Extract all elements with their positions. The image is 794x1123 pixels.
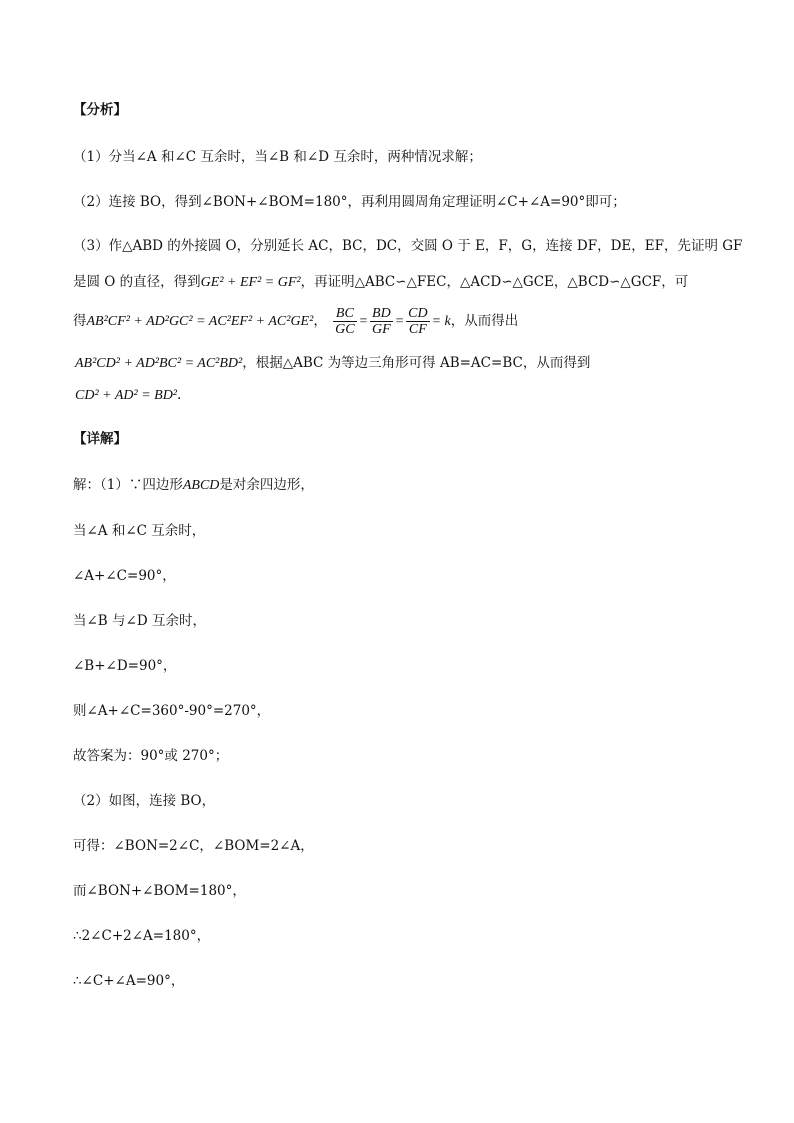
math-formula: AB²CF² + AD²GC² = AC²EF² + AC²GE² — [86, 314, 314, 329]
detail-heading: 【详解】 — [73, 431, 127, 447]
equals-sign: = — [358, 314, 369, 329]
detail-line-4: 当∠B 与∠D 互余时， — [73, 613, 206, 629]
equals-k: = k — [431, 314, 451, 329]
text-segment: 是圆 O 的直径，得到 — [73, 274, 201, 290]
text-segment: . — [177, 387, 182, 403]
math-formula: GE² + EF² = GF² — [200, 275, 301, 290]
math-formula: CD² + AD² = BD² — [75, 388, 178, 403]
detail-line-2: 当∠A 和∠C 互余时， — [73, 523, 206, 539]
analysis-part3-line3 — [73, 303, 518, 340]
detail-line-1 — [73, 476, 314, 495]
fraction-numerator: CD — [408, 306, 428, 321]
analysis-part3-line1: （3）作△ABD 的外接圆 O，分别延长 AC，BC，DC，交圆 O 于 E，F，G，连接 DF，DE，EF，先证明 GF — [73, 238, 743, 254]
math-formula: ABCD — [182, 478, 220, 493]
detail-line-6: 则∠A+∠C=360°-90°=270°， — [73, 703, 271, 719]
fraction-denominator: GF — [372, 322, 391, 337]
fraction — [333, 306, 356, 337]
fraction-denominator: GC — [335, 322, 355, 337]
detail-line-3: ∠A+∠C=90°， — [73, 568, 176, 584]
fraction-numerator: BC — [333, 306, 356, 322]
fraction — [406, 306, 429, 337]
detail-line-11: ∴2∠C+2∠A=180°， — [73, 928, 211, 944]
detail-line-9: 可得：∠BON=2∠C，∠BOM=2∠A， — [73, 838, 314, 854]
fraction-numerator: BD — [372, 306, 391, 321]
analysis-part3-line5 — [75, 386, 181, 405]
equals-sign: = — [394, 314, 405, 329]
text-segment: 得 — [73, 313, 87, 329]
detail-line-7: 故答案为：90°或 270°； — [73, 748, 229, 764]
analysis-part3-line4 — [75, 354, 590, 373]
fraction — [370, 306, 393, 337]
detail-line-12: ∴∠C+∠A=90°， — [73, 973, 185, 989]
detail-line-5: ∠B+∠D=90°， — [73, 658, 177, 674]
fraction-denominator: CF — [408, 322, 427, 337]
text-segment: ，再证明△ABC∽△FEC，△ACD∽△GCE，△BCD∽△GCF，可 — [300, 274, 689, 290]
detail-line-8: （2）如图，连接 BO， — [73, 793, 216, 809]
text-segment: 解：（1）∵四边形 — [73, 477, 183, 493]
analysis-part1: （1）分当∠A 和∠C 互余时，当∠B 和∠D 互余时，两种情况求解； — [73, 149, 482, 165]
detail-line-10: 而∠BON+∠BOM=180°， — [73, 883, 246, 899]
analysis-heading: 【分析】 — [73, 102, 127, 118]
text-segment: ， — [313, 313, 327, 329]
analysis-part3-line2 — [73, 273, 688, 292]
text-segment: ，根据△ABC 为等边三角形可得 AB=AC=BC，从而得到 — [242, 355, 591, 371]
text-segment: 是对余四边形， — [219, 477, 314, 493]
math-formula: AB²CD² + AD²BC² = AC²BD² — [75, 356, 243, 371]
text-segment: ，从而得出 — [450, 313, 519, 329]
analysis-part2: （2）连接 BO，得到∠BON+∠BOM=180°，再利用圆周角定理证明∠C+∠A=90°即可； — [73, 194, 626, 210]
